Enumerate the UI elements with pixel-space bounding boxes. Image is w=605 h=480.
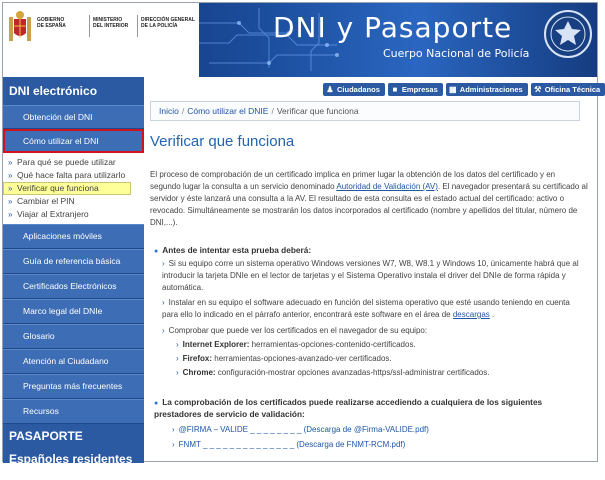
wrench-icon: ⚒ xyxy=(534,84,542,94)
browser-frame xyxy=(2,2,601,480)
sidebar-heading-residentes[interactable]: Españoles residentes en el extranjero xyxy=(9,452,133,480)
gobierno-label: GOBIERNO DE ESPAÑA xyxy=(37,17,66,29)
chevron-right-icon: › xyxy=(176,340,179,349)
sidebar-heading-pasaporte[interactable]: PASAPORTE xyxy=(9,429,83,443)
site-subtitle: Cuerpo Nacional de Policía xyxy=(383,47,530,60)
list-item: › Chrome: configuración-mostrar opciones avanzadas-https/ssl-administrar certificados. xyxy=(176,368,490,377)
chevron-right-icon: › xyxy=(162,298,165,307)
submenu-item-viajar[interactable]: » Viajar al Extranjero xyxy=(8,209,89,219)
sidebar-item-certificados[interactable]: Certificados Electrónicos xyxy=(3,274,144,299)
list-item: › Si su equipo corre un sistema operativo Windows versiones W7, W8, W8.1 y Windows 10, únicamente habrá que al introducir la tarjeta DNIe en el lector de tarjetas y el Sistema Operativo instala el driver del DNIe de forma rápida y automática. xyxy=(162,259,579,292)
list-item: › Instalar en su equipo el software adecuado en función del sistema operativo que esté usando teniendo en cuenta para ello lo indicado en el párrafo anterior, encontrará este software en el área de descargas . xyxy=(162,298,570,319)
breadcrumb-current: Verificar que funciona xyxy=(276,106,359,116)
chevron-right-icon: » xyxy=(8,171,13,180)
chevron-right-icon: » xyxy=(8,197,13,206)
ministerio-label: MINISTERIO DEL INTERIOR xyxy=(93,17,129,29)
briefcase-icon: ■ xyxy=(392,84,398,94)
chevron-right-icon: » xyxy=(8,184,13,193)
sidebar xyxy=(3,77,144,480)
main-content xyxy=(144,77,597,463)
firma-valide-download-link[interactable]: › @FIRMA – VALIDE _ _ _ _ _ _ _ _ (Descarga de @Firma-VALIDE.pdf) xyxy=(172,425,429,434)
police-badge-icon xyxy=(543,9,593,59)
list-item: › Firefox: herramientas-opciones-avanzado-ver certificados. xyxy=(176,354,392,363)
sidebar-item-atencion[interactable]: Atención al Ciudadano xyxy=(3,349,144,374)
chevron-right-icon: › xyxy=(176,368,179,377)
intro-paragraph: El proceso de comprobación de un certificado implica en primer lugar la obtención de los datos del certificado y en segundo lugar la consulta a un servicio denominado Autoridad de Validación (AV). El navegador presentará su certificado al servidor y éste lanzará una consulta a la AV. El resultado de esta consulta es el estado actual del certificado: activo o revocado. Simultáneamente se mostrarán los datos incorporados al certificado (nombre y apellidos del titular, número de DNI,...). xyxy=(150,170,588,227)
chevron-right-icon: › xyxy=(172,425,175,434)
coat-of-arms-icon xyxy=(7,9,33,45)
section-heading-antes: ● Antes de intentar esta prueba deberá: xyxy=(154,245,312,255)
chevron-right-icon: › xyxy=(172,440,175,449)
sidebar-item-marco-legal[interactable]: Marco legal del DNIe xyxy=(3,299,144,324)
chevron-right-icon: » xyxy=(8,210,13,219)
section-heading-validacion: ● La comprobación de los certificados puede realizarse accediendo a cualquiera de los siguientes prestadores de servicio de validación: xyxy=(154,397,543,419)
building-icon: ▦ xyxy=(449,84,457,94)
breadcrumb-home-link[interactable]: Inicio xyxy=(159,106,179,116)
site-header xyxy=(3,3,597,77)
sidebar-heading-dni[interactable]: DNI electrónico xyxy=(3,77,144,105)
descargas-link[interactable]: descargas xyxy=(452,310,490,319)
submenu-item-que-hace-falta[interactable]: » Qué hace falta para utilizarlo xyxy=(8,170,126,180)
nav-empresas-button[interactable]: ■ Empresas xyxy=(388,83,443,96)
chevron-right-icon: › xyxy=(176,354,179,363)
nav-ciudadanos-button[interactable]: ♟ Ciudadanos xyxy=(323,83,385,96)
sidebar-item-como-utilizar[interactable]: Cómo utilizar el DNI xyxy=(3,129,144,153)
sidebar-item-preguntas[interactable]: Preguntas más frecuentes xyxy=(3,374,144,399)
breadcrumb-parent-link[interactable]: Cómo utilizar el DNIE xyxy=(187,106,269,116)
chevron-right-icon: › xyxy=(162,259,165,268)
sidebar-item-guia[interactable]: Guía de referencia básica xyxy=(3,249,144,274)
sidebar-submenu xyxy=(3,153,144,224)
nav-oficina-tecnica-button[interactable]: ⚒ Oficina Técnica xyxy=(531,83,605,96)
page-title: Verificar que funciona xyxy=(150,133,295,150)
list-item: › Internet Explorer: herramientas-opciones-contenido-certificados. xyxy=(176,340,416,349)
sidebar-item-glosario[interactable]: Glosario xyxy=(3,324,144,349)
autoridad-validacion-link[interactable]: Autoridad de Validación (AV) xyxy=(336,182,438,191)
sidebar-item-obtencion[interactable]: Obtención del DNI xyxy=(3,105,144,129)
nav-administraciones-button[interactable]: ▦ Administraciones xyxy=(446,83,528,96)
sidebar-item-aplicaciones[interactable]: Aplicaciones móviles xyxy=(3,224,144,249)
breadcrumb-separator: / xyxy=(271,106,274,116)
chevron-right-icon: › xyxy=(162,326,165,335)
person-icon: ♟ xyxy=(326,84,334,94)
chevron-right-icon: » xyxy=(8,158,13,167)
submenu-item-cambiar-pin[interactable]: » Cambiar el PIN xyxy=(8,196,75,206)
list-item: › Comprobar que puede ver los certificados en el navegador de su equipo: xyxy=(162,326,428,335)
bullet-dot-icon: ● xyxy=(154,248,159,255)
government-logos xyxy=(3,3,199,77)
direccion-label: DIRECCIÓN GENERAL DE LA POLICÍA xyxy=(141,17,195,29)
sidebar-item-recursos[interactable]: Recursos xyxy=(3,399,144,424)
fnmt-download-link[interactable]: › FNMT _ _ _ _ _ _ _ _ _ _ _ _ _ _ (Descarga de FNMT-RCM.pdf) xyxy=(172,440,406,449)
bullet-dot-icon: ● xyxy=(154,400,159,407)
submenu-item-verificar[interactable]: » Verificar que funciona xyxy=(3,182,131,195)
breadcrumb xyxy=(150,101,580,121)
submenu-item-para-que[interactable]: » Para qué se puede utilizar xyxy=(8,157,116,167)
breadcrumb-separator: / xyxy=(181,106,185,116)
site-title: DNI y Pasaporte xyxy=(273,11,513,44)
